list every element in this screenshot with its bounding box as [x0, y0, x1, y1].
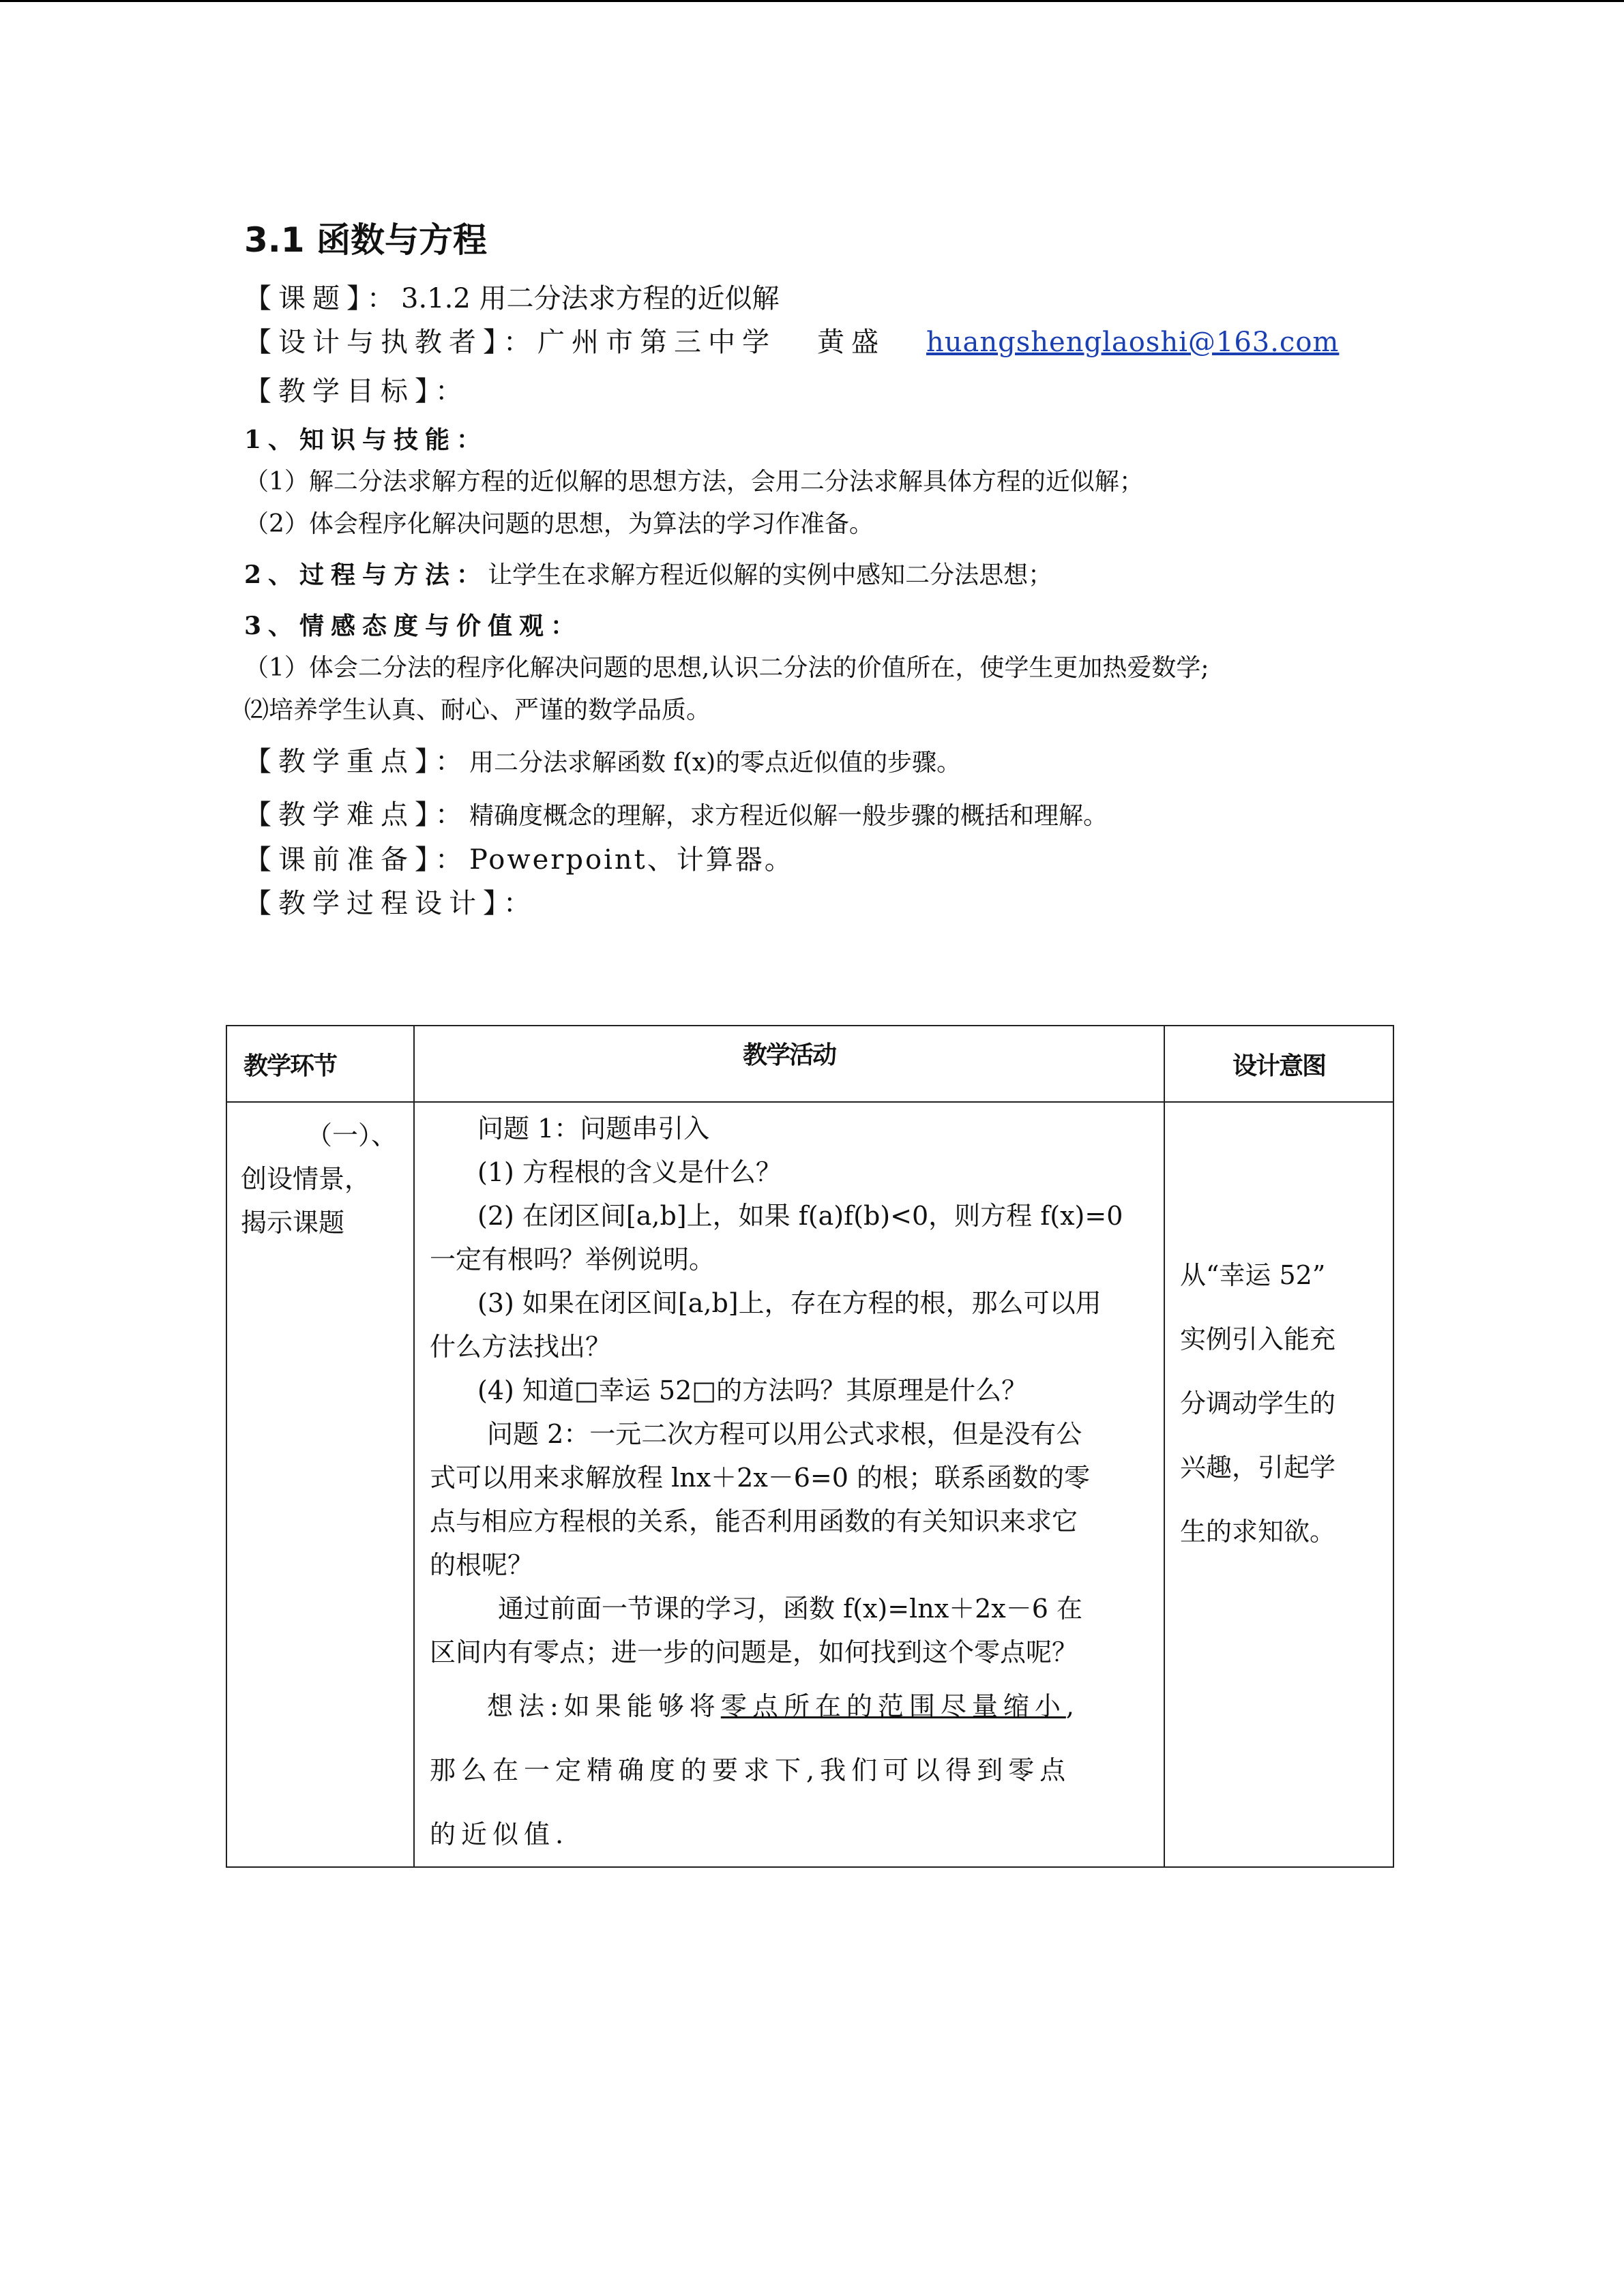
- idea-line: 那么在一定精确度的要求下,我们可以得到零点: [430, 1755, 1072, 1785]
- preparation-text: Powerpoint、计算器。: [469, 844, 794, 876]
- activity-line: 一定有根吗？举例说明。: [430, 1244, 715, 1274]
- activity-line: 的根呢？: [430, 1550, 534, 1580]
- teaching-process-table: [226, 1025, 1394, 1868]
- idea-prefix: 想法:如果能够将: [487, 1691, 721, 1721]
- activity-line: (4) 知道□幸运 52□的方法吗？其原理是什么？: [477, 1375, 1028, 1405]
- activity-line: 点与相应方程根的关系，能否利用函数的有关知识来求它: [430, 1506, 1078, 1536]
- header-activity: 教学活动: [414, 1026, 1164, 1102]
- table-header-row: [226, 1026, 1393, 1102]
- designer-email-link[interactable]: huangshenglaoshi@163.com: [926, 327, 1340, 358]
- difficulty-label: 【教学难点】：: [244, 799, 469, 831]
- activity-line: (3) 如果在闭区间[a,b]上，存在方程的根，那么可以用: [477, 1288, 1102, 1318]
- objective-2-title: 2、过程与方法：: [244, 561, 488, 589]
- header-stage: 教学环节: [226, 1026, 414, 1102]
- activity-line: 区间内有零点；进一步的问题是，如何找到这个零点呢？: [430, 1637, 1078, 1667]
- idea-line: 的近似值.: [430, 1819, 570, 1849]
- document-body: [244, 217, 1397, 925]
- idea-line: [430, 1674, 1151, 1738]
- stage-line: 揭示课题: [241, 1208, 345, 1238]
- topic-value: 3.1.2 用二分法求方程的近似解: [401, 283, 780, 314]
- designer-label: 【设计与执教者】：: [244, 327, 537, 358]
- section-title: 3.1 函数与方程: [244, 220, 487, 260]
- intent-line: 从“幸运 52”: [1180, 1260, 1326, 1290]
- intent-line: 分调动学生的: [1180, 1388, 1336, 1418]
- activity-line: 式可以用来求解放程 lnx＋2x－6=0 的根；联系函数的零: [430, 1463, 1091, 1493]
- objective-3-item: （1）体会二分法的程序化解决问题的思想,认识二分法的价值所在，使学生更加热爱数学;: [244, 654, 1209, 682]
- activity-line: (1) 方程根的含义是什么？: [477, 1157, 782, 1187]
- page-top-border: [0, 0, 1624, 2]
- table-row: [226, 1102, 1393, 1867]
- stage-line: 创设情景，: [241, 1164, 371, 1194]
- activity-line: 问题 2：一元二次方程可以用公式求根，但是没有公: [487, 1419, 1082, 1449]
- idea-underlined: 零点所在的范围尽量缩小: [720, 1691, 1066, 1721]
- header-intent: 设计意图: [1164, 1026, 1393, 1102]
- key-point-text: 用二分法求解函数 f(x)的零点近似值的步骤。: [469, 749, 962, 777]
- activity-line: (2) 在闭区间[a,b]上，如果 f(a)f(b)<0，则方程 f(x)=0: [477, 1201, 1123, 1231]
- topic-label: 【课题】：: [244, 283, 401, 314]
- key-point-label: 【教学重点】：: [244, 746, 469, 777]
- key-point-line: [244, 740, 1397, 785]
- designer-name: 黄盛: [817, 327, 885, 358]
- process-label: 【教学过程设计】：: [244, 888, 537, 919]
- objective-1-item: （2）体会程序化解决问题的思想，为算法的学习作准备。: [244, 510, 874, 538]
- activity-line: 通过前面一节课的学习，函数 f(x)=lnx＋2x－6 在: [498, 1594, 1082, 1624]
- activity-line: 什么方法找出？: [430, 1332, 612, 1362]
- stage-cell: [226, 1102, 414, 1867]
- designer-school: 广州市第三中学: [537, 327, 776, 358]
- objectives-label: 【教学目标】：: [244, 376, 469, 407]
- intent-line: 生的求知欲。: [1180, 1517, 1336, 1547]
- activity-cell: [414, 1102, 1164, 1867]
- objective-3-title: 3、情感态度与价值观：: [244, 612, 582, 640]
- designer-line: [244, 320, 1397, 364]
- topic-line: [244, 277, 1397, 320]
- intent-line: 兴趣，引起学: [1180, 1452, 1336, 1482]
- objective-1-title: 1、知识与技能：: [244, 426, 488, 454]
- stage-line: （一）、: [306, 1120, 398, 1150]
- preparation-line: [244, 838, 1397, 882]
- preparation-label: 【课前准备】：: [244, 844, 469, 876]
- activity-line: 问题 1：问题串引入: [477, 1114, 710, 1144]
- idea-suffix: ,: [1065, 1691, 1080, 1721]
- objective-2-text: 让学生在求解方程近似解的实例中感知二分法思想；: [488, 561, 1053, 589]
- intent-line: 实例引入能充: [1180, 1324, 1336, 1354]
- difficulty-line: [244, 793, 1397, 838]
- objective-2-line: [244, 554, 1397, 597]
- objective-3-item: ⑵培养学生认真、耐心、严谨的数学品质。: [244, 696, 711, 724]
- intent-cell: [1164, 1102, 1393, 1867]
- difficulty-text: 精确度概念的理解，求方程近似解一般步骤的概括和理解。: [469, 802, 1108, 830]
- objective-1-item: （1）解二分法求解方程的近似解的思想方法，会用二分法求解具体方程的近似解；: [244, 468, 1144, 496]
